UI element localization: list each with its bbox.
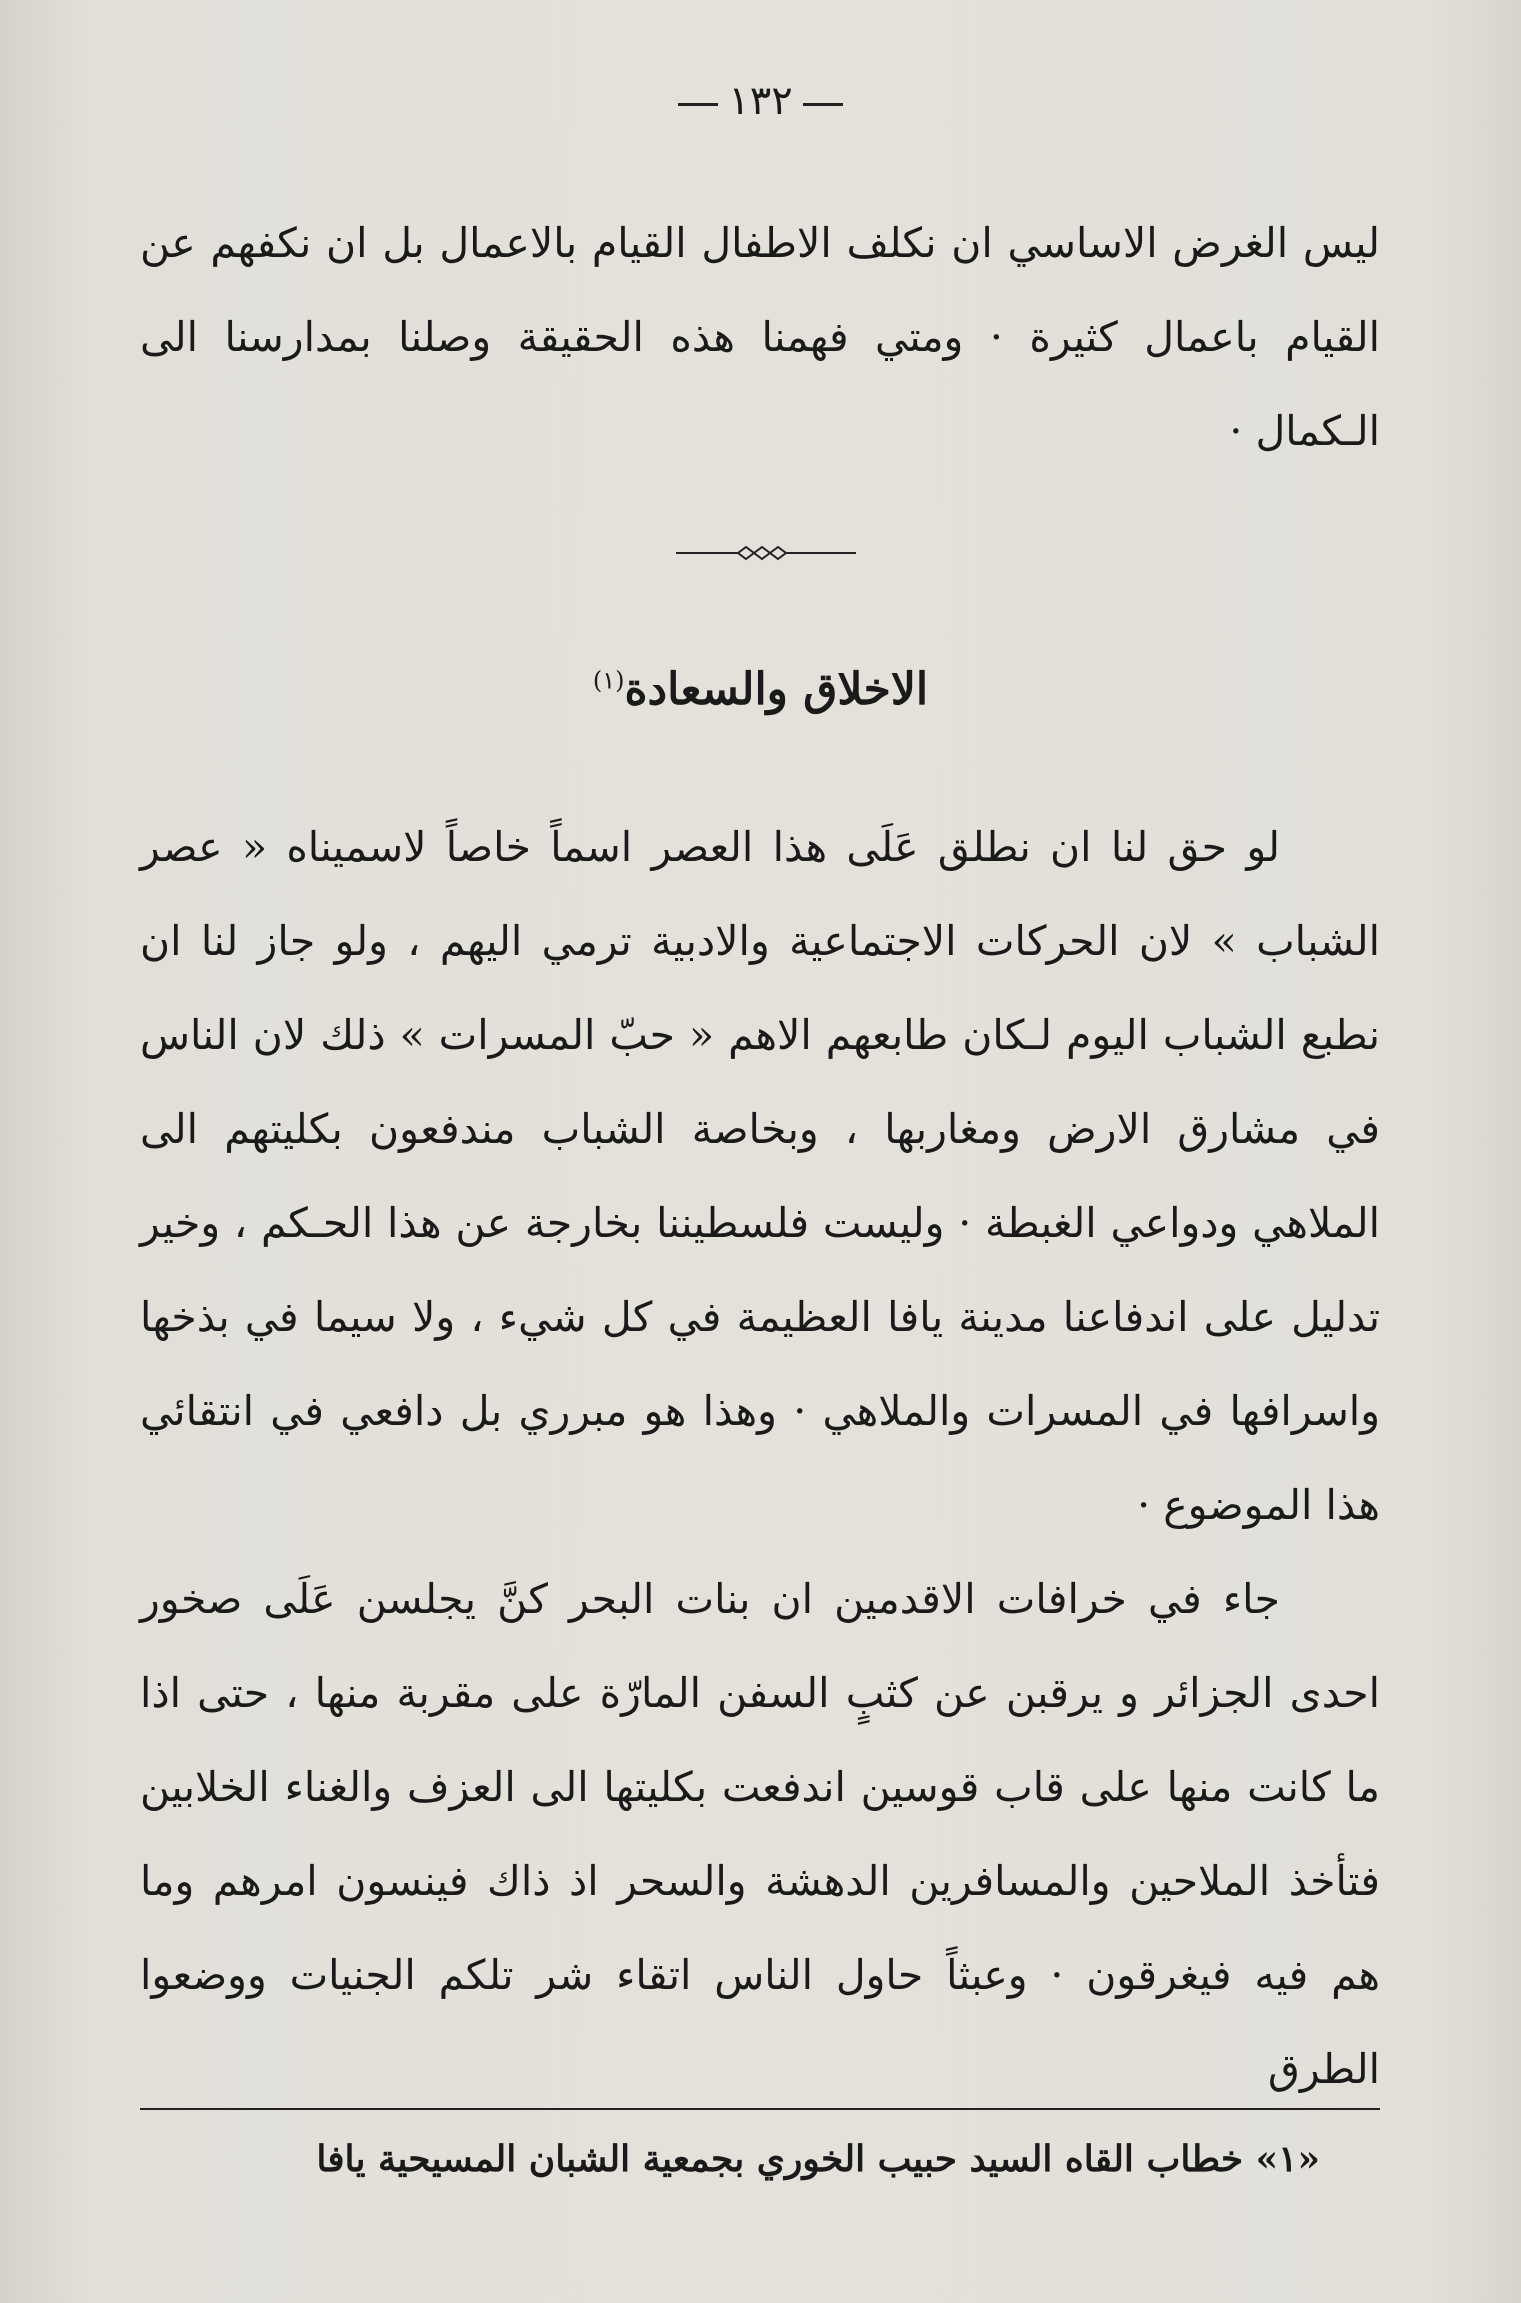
paragraph-2: جاء في خرافات الاقدمين ان بنات البحر كنَّ يجلسن عَلَى صخور احدى الجزائر و يرقبن عن كثبٍ السفن المارّة على مقربة منها ، حتى اذا ما كانت منها على قاب قوسين اندفعت بكليتها الى العزف والغناء الخلابين فتأخذ الملاحين والمسافرين الدهشة والسحر اذ ذاك فينسون امرهم وما هم فيه فيغرقون · وعبثاً حاول الناس اتقاء شر تلكم الجنيات ووضعوا الطرق (140, 1575, 1380, 2093)
closing-paragraph (140, 196, 1380, 478)
closing-paragraph-text: ليس الغرض الاساسي ان نكلف الاطفال القيام بالاعمال بل ان نكفهم عن القيام باعمال كثيرة · ومتي فهمنا هذه الحقيقة وصلنا بمدارسنا الى الـكمال · (140, 219, 1380, 455)
page-number: ١٣٢ (728, 78, 793, 124)
header-dash-left (678, 103, 718, 106)
title-footnote-marker: (١) (592, 666, 625, 695)
footnote: «١» خطاب القاه السيد حبيب الخوري بجمعية الشبان المسيحية يافا (316, 2138, 1320, 2180)
section-title: الاخلاق والسعادة (624, 664, 929, 715)
section-divider-ornament (676, 538, 856, 568)
section-heading (0, 664, 1521, 715)
paragraph-1: لو حق لنا ان نطلق عَلَى هذا العصر اسماً خاصاً لاسميناه « عصر الشباب » لان الحركات الاجتماعية والادبية ترمي اليهم ، ولو جاز لنا ان نطبع الشباب اليوم لـكان طابعهم الاهم « حبّ المسرات » ذلك لان الناس في مشارق الارض ومغاربها ، وبخاصة الشباب مندفعون بكليتهم الى الملاهي ودواعي الغبطة · وليست فلسطيننا بخارجة عن هذا الحـكم ، وخير تدليل على اندفاعنا مدينة يافا العظيمة في كل شيء ، ولا سيما في بذخها واسرافها في المسرات والملاهي · وهذا هو مبرري بل دافعي في انتقائي هذا الموضوع · (140, 823, 1380, 1529)
page-header (0, 78, 1521, 124)
article-body (140, 800, 1380, 2116)
footnote-rule (140, 2108, 1380, 2110)
header-dash-right (803, 103, 843, 106)
